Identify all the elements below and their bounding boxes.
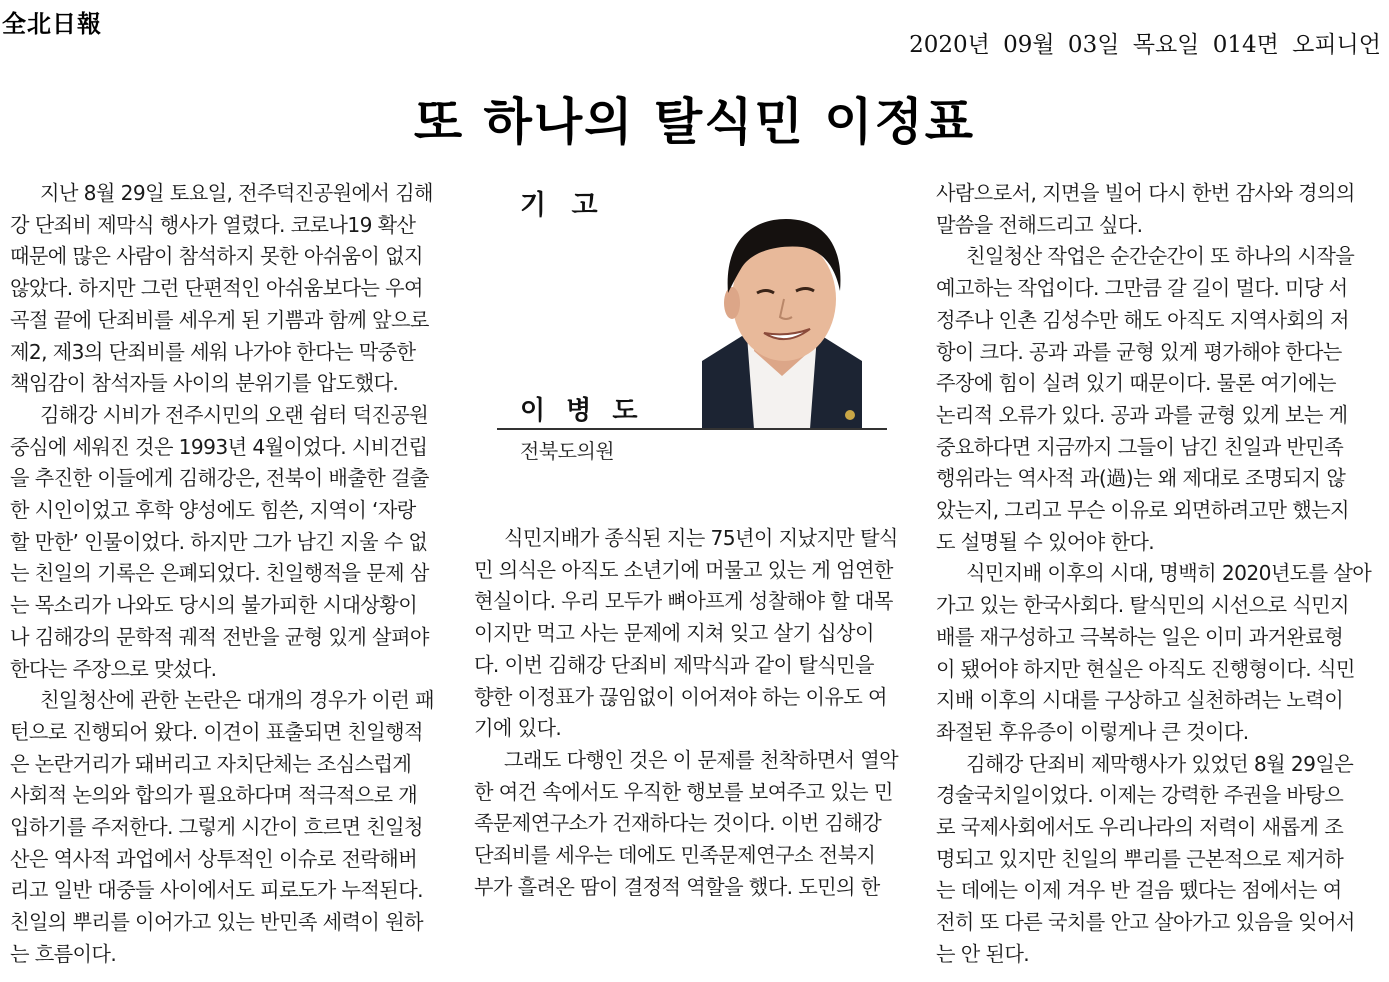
- article-line: 강 단죄비 제막식 행사가 열렸다. 코로나19 확산: [10, 212, 416, 237]
- article-line: 는 안 된다.: [936, 941, 1030, 966]
- article-line: 명되고 있지만 친일의 뿌리를 근본적으로 제거하: [936, 846, 1344, 871]
- article-line: 사람으로서, 지면을 빌어 다시 한번 감사와 경의의: [936, 181, 1355, 205]
- article-line: 할 만한’ 인물이었다. 하지만 그가 남긴 지울 수 없: [10, 529, 428, 554]
- article-line: 리고 일반 대중들 사이에서도 피로도가 누적된다.: [10, 878, 423, 903]
- article-line: 한다는 주장으로 맞섰다.: [10, 656, 217, 681]
- article-line: 부가 흘려온 땀이 결정적 역할을 했다. 도민의 한: [474, 874, 880, 899]
- article-line: 항이 크다. 공과 과를 균형 있게 평가해야 한다는: [936, 339, 1342, 364]
- article-line: 가고 있는 한국사회다. 탈식민의 시선으로 식민지: [936, 593, 1349, 618]
- article-line: 식민지배 이후의 시대, 명백히 2020년도를 살아: [966, 561, 1372, 586]
- article-line: 향한 이정표가 끊임없이 이어져야 하는 이유도 여: [474, 684, 887, 709]
- article-line: 나 김해강의 문학적 궤적 전반을 균형 있게 살펴야: [10, 624, 429, 649]
- article-line: 주장에 힘이 실려 있기 때문이다. 물론 여기에는: [936, 371, 1336, 396]
- article-column-right: [936, 178, 1384, 971]
- article-line: 는 목소리가 나와도 당시의 불가피한 시대상황이: [10, 593, 418, 618]
- newspaper-masthead: 全北日報: [2, 10, 102, 38]
- article-column-left: [10, 178, 460, 971]
- article-line: 제2, 제3의 단죄비를 세워 나가야 한다는 막중한: [10, 339, 416, 364]
- article-line: 친일의 뿌리를 이어가고 있는 반민족 세력이 원하: [10, 910, 423, 935]
- article-line: 이 됐어야 하지만 현실은 아직도 진행형이다. 식민: [936, 656, 1355, 681]
- article-line: 행위라는 역사적 과(過)는 왜 제대로 조명되지 않: [936, 466, 1346, 491]
- article-line: 않았다. 하지만 그런 단편적인 아쉬움보다는 우여: [10, 276, 423, 301]
- article-line: 한 시인이었고 후학 양성에도 힘쓴, 지역이 ‘자랑: [10, 498, 416, 523]
- article-line: 경술국치일이었다. 이제는 강력한 주권을 바탕으: [936, 783, 1344, 808]
- article-line: 배를 재구성하고 극복하는 일은 이미 과거완료형: [936, 624, 1344, 649]
- article-line: 지난 8월 29일 토요일, 전주덕진공원에서 김해: [40, 181, 433, 205]
- article-line: 현실이다. 우리 모두가 뼈아프게 성찰해야 할 대목: [474, 589, 893, 614]
- article-line: 김해강 시비가 전주시민의 오랜 쉼터 덕진공원: [40, 402, 429, 427]
- article-line: 로 국제사회에서도 우리나라의 저력이 새롭게 조: [936, 815, 1344, 840]
- issue-dateline: 2020년 09월 03일 목요일 014면 오피니언: [909, 32, 1381, 58]
- article-line: 족문제연구소가 건재하다는 것이다. 이번 김해강: [474, 811, 882, 836]
- author-title: 전북도의원: [520, 439, 615, 463]
- article-line: 단죄비를 세우는 데에도 민족문제연구소 전북지: [474, 843, 876, 868]
- article-line: 책임감이 참석자들 사이의 분위기를 압도했다.: [10, 371, 399, 396]
- article-line: 기에 있다.: [474, 716, 562, 741]
- article-line: 사회적 논의와 합의가 필요하다며 적극적으로 개: [10, 783, 418, 808]
- article-line: 정주나 인촌 김성수만 해도 아직도 지역사회의 저: [936, 307, 1349, 332]
- article-line: 입하기를 주저한다. 그렇게 시간이 흐르면 친일청: [10, 815, 423, 840]
- article-line: 다. 이번 김해강 단죄비 제막식과 같이 탈식민을: [474, 652, 874, 677]
- article-line: 는 데에는 이제 겨우 반 걸음 뗐다는 점에서는 여: [936, 878, 1342, 903]
- article-line: 을 추진한 이들에게 김해강은, 전북이 배출한 걸출: [10, 466, 429, 491]
- article-line: 친일청산 작업은 순간순간이 또 하나의 시작을: [966, 244, 1355, 269]
- author-portrait-icon: [702, 211, 862, 429]
- article-line: 때문에 많은 사람이 참석하지 못한 아쉬움이 없지: [10, 244, 423, 269]
- article-line: 말씀을 전해드리고 싶다.: [936, 212, 1143, 237]
- article-line: 곡절 끝에 단죄비를 세우게 된 기쁨과 함께 앞으로: [10, 307, 429, 332]
- article-column-middle: [474, 523, 916, 903]
- article-line: 전히 또 다른 국치를 안고 살아가고 있음을 잊어서: [936, 910, 1355, 935]
- article-line: 는 흐름이다.: [10, 941, 117, 966]
- article-line: 는 친일의 기록은 은폐되었다. 친일행적을 문제 삼: [10, 561, 429, 586]
- article-line: 한 여건 속에서도 우직한 행보를 보여주고 있는 민: [474, 779, 893, 804]
- article-line: 친일청산에 관한 논란은 대개의 경우가 이런 패: [40, 688, 435, 713]
- article-line: 산은 역사적 과업에서 상투적인 이슈로 전락해버: [10, 846, 418, 871]
- article-headline: 또 하나의 탈식민 이정표: [413, 93, 976, 151]
- article-line: 좌절된 후유증이 이렇게나 큰 것이다.: [936, 719, 1249, 744]
- article-line: 민 의식은 아직도 소년기에 머물고 있는 게 엄연한: [474, 557, 893, 582]
- article-line: 도 설명될 수 있어야 한다.: [936, 529, 1155, 554]
- article-line: 그래도 다행인 것은 이 문제를 천착하면서 열악: [504, 747, 899, 772]
- article-line: 논리적 오류가 있다. 공과 과를 균형 있게 보는 게: [936, 402, 1348, 427]
- article-line: 은 논란거리가 돼버리고 자치단체는 조심스럽게: [10, 751, 412, 776]
- article-line: 김해강 단죄비 제막행사가 있었던 8월 29일은: [966, 751, 1354, 776]
- article-line: 턴으로 진행되어 왔다. 이견이 표출되면 친일행적: [10, 719, 423, 744]
- article-line: 이지만 먹고 사는 문제에 지쳐 잊고 살기 십상이: [474, 621, 874, 646]
- article-line: 예고하는 작업이다. 그만큼 갈 길이 멀다. 미당 서: [936, 276, 1348, 301]
- article-line: 중요하다면 지금까지 그들이 남긴 친일과 반민족: [936, 434, 1344, 459]
- author-name: 이 병 도: [520, 396, 644, 426]
- article-line: 식민지배가 종식된 지는 75년이 지났지만 탈식: [504, 526, 898, 550]
- article-line: 중심에 세워진 것은 1993년 4월이었다. 시비건립: [10, 434, 428, 459]
- author-divider: [497, 428, 887, 430]
- article-line: 았는지, 그리고 무슨 이유로 외면하려고만 했는지: [936, 498, 1349, 523]
- section-label: 기 고: [520, 190, 606, 221]
- article-line: 지배 이후의 시대를 구상하고 실천하려는 노력이: [936, 688, 1344, 713]
- author-photo: [702, 211, 862, 429]
